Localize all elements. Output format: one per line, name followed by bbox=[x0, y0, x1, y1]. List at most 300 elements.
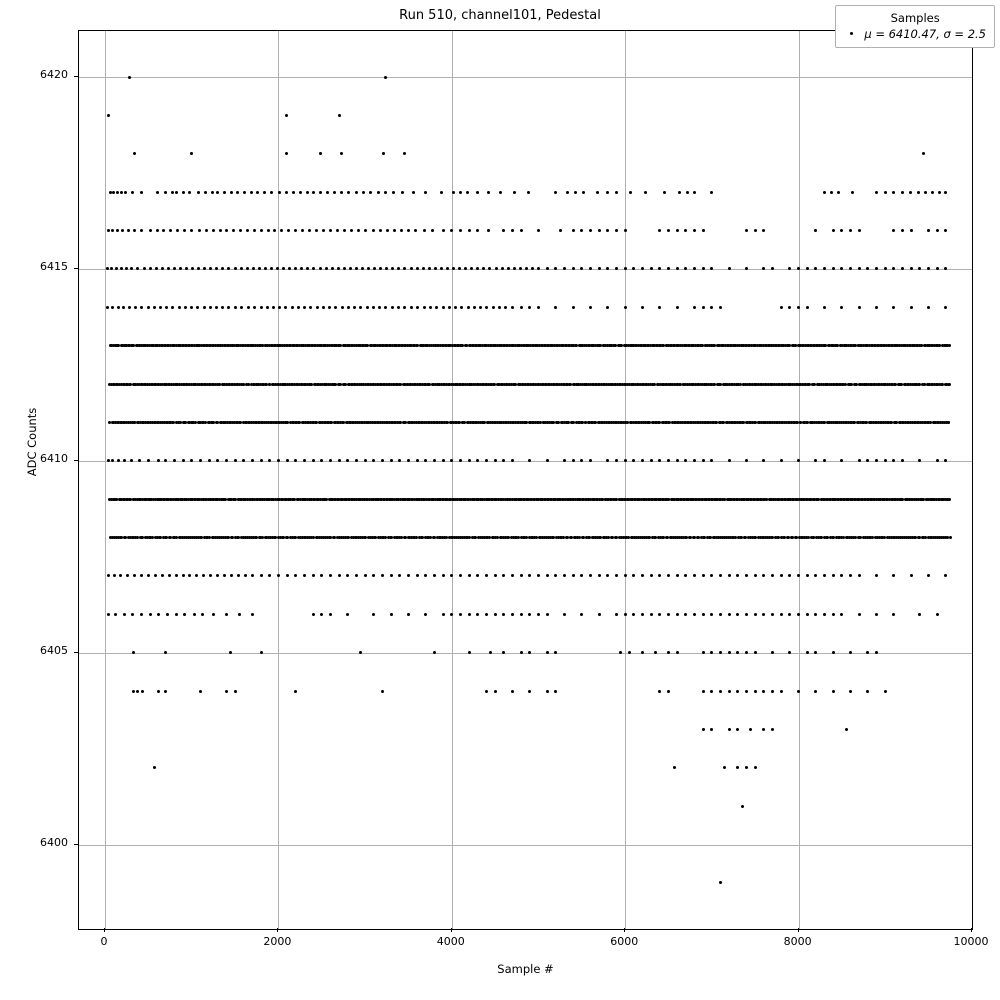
data-point bbox=[473, 306, 476, 309]
data-point bbox=[719, 613, 722, 616]
data-point bbox=[459, 229, 462, 232]
plot-area bbox=[78, 30, 973, 930]
data-point bbox=[156, 191, 159, 194]
gridline-vertical bbox=[625, 31, 626, 929]
data-point bbox=[188, 191, 191, 194]
gridline-vertical bbox=[972, 31, 973, 929]
data-point bbox=[537, 613, 540, 616]
data-point bbox=[106, 267, 109, 270]
data-point bbox=[176, 229, 179, 232]
data-point bbox=[116, 191, 119, 194]
data-point bbox=[280, 229, 283, 232]
data-point bbox=[830, 191, 833, 194]
data-point bbox=[797, 267, 800, 270]
data-point bbox=[507, 267, 510, 270]
data-point bbox=[858, 574, 861, 577]
data-point bbox=[268, 459, 271, 462]
data-point bbox=[260, 574, 263, 577]
data-point bbox=[252, 267, 255, 270]
data-point bbox=[624, 267, 627, 270]
data-point bbox=[407, 229, 410, 232]
data-point bbox=[693, 267, 696, 270]
data-point bbox=[654, 651, 657, 654]
data-point bbox=[294, 574, 297, 577]
data-point bbox=[702, 306, 705, 309]
data-point bbox=[944, 229, 947, 232]
data-point bbox=[124, 191, 127, 194]
data-point bbox=[840, 229, 843, 232]
data-point bbox=[710, 574, 713, 577]
data-point bbox=[598, 574, 601, 577]
data-point bbox=[157, 459, 160, 462]
data-point bbox=[520, 651, 523, 654]
data-point bbox=[328, 306, 331, 309]
data-point bbox=[927, 267, 930, 270]
data-point bbox=[546, 267, 549, 270]
data-point bbox=[676, 229, 679, 232]
data-point bbox=[225, 229, 228, 232]
data-point bbox=[527, 191, 530, 194]
data-point bbox=[273, 229, 276, 232]
data-point bbox=[132, 690, 135, 693]
data-point bbox=[892, 191, 895, 194]
data-point bbox=[476, 574, 479, 577]
data-point bbox=[858, 306, 861, 309]
data-point bbox=[119, 574, 122, 577]
data-point bbox=[346, 459, 349, 462]
data-point bbox=[423, 229, 426, 232]
data-point bbox=[267, 229, 270, 232]
data-point bbox=[350, 229, 353, 232]
data-point bbox=[123, 613, 126, 616]
data-point bbox=[931, 191, 934, 194]
data-point bbox=[349, 267, 352, 270]
data-point bbox=[175, 574, 178, 577]
data-point bbox=[892, 229, 895, 232]
data-point bbox=[297, 306, 300, 309]
data-point bbox=[658, 459, 661, 462]
y-tick-mark bbox=[74, 460, 78, 461]
data-point bbox=[450, 613, 453, 616]
data-point bbox=[412, 191, 415, 194]
data-point bbox=[107, 459, 110, 462]
data-point bbox=[132, 651, 135, 654]
data-point bbox=[247, 306, 250, 309]
data-point bbox=[797, 690, 800, 693]
data-point bbox=[676, 574, 679, 577]
data-point bbox=[485, 613, 488, 616]
data-point bbox=[884, 459, 887, 462]
data-point bbox=[122, 306, 125, 309]
data-point bbox=[589, 574, 592, 577]
data-point bbox=[702, 267, 705, 270]
data-point bbox=[182, 459, 185, 462]
data-point bbox=[762, 459, 765, 462]
data-point bbox=[948, 498, 951, 501]
data-point bbox=[133, 574, 136, 577]
data-point bbox=[788, 306, 791, 309]
data-point bbox=[615, 459, 618, 462]
data-point bbox=[260, 651, 263, 654]
data-point bbox=[117, 459, 120, 462]
data-point bbox=[723, 766, 726, 769]
data-point bbox=[606, 229, 609, 232]
data-point bbox=[198, 229, 201, 232]
data-point bbox=[355, 191, 358, 194]
data-point bbox=[209, 267, 212, 270]
data-point bbox=[858, 613, 861, 616]
data-point bbox=[391, 267, 394, 270]
legend-entry bbox=[844, 27, 986, 41]
data-point bbox=[814, 613, 817, 616]
data-point bbox=[499, 191, 502, 194]
x-tick-label: 8000 bbox=[783, 935, 812, 948]
data-point bbox=[199, 459, 202, 462]
data-point bbox=[667, 651, 670, 654]
data-point bbox=[343, 267, 346, 270]
data-point bbox=[580, 229, 583, 232]
data-point bbox=[702, 690, 705, 693]
data-point bbox=[416, 267, 419, 270]
data-point bbox=[485, 574, 488, 577]
data-point bbox=[927, 574, 930, 577]
data-point bbox=[487, 191, 490, 194]
data-point bbox=[258, 267, 261, 270]
data-point bbox=[149, 267, 152, 270]
data-point bbox=[892, 306, 895, 309]
y-tick-label: 6410 bbox=[40, 451, 68, 465]
data-point bbox=[546, 613, 549, 616]
data-point bbox=[285, 191, 288, 194]
data-point bbox=[762, 690, 765, 693]
data-point bbox=[858, 459, 861, 462]
data-point bbox=[823, 459, 826, 462]
data-point bbox=[823, 574, 826, 577]
data-point bbox=[686, 191, 689, 194]
data-point bbox=[949, 536, 952, 539]
data-point bbox=[459, 574, 462, 577]
data-point bbox=[341, 306, 344, 309]
data-point bbox=[114, 613, 117, 616]
data-point bbox=[580, 267, 583, 270]
data-point bbox=[338, 459, 341, 462]
data-point bbox=[294, 267, 297, 270]
data-point bbox=[771, 574, 774, 577]
data-point bbox=[596, 191, 599, 194]
data-point bbox=[347, 306, 350, 309]
data-point bbox=[183, 613, 186, 616]
gridline-horizontal bbox=[79, 845, 972, 846]
data-point bbox=[121, 229, 124, 232]
data-point bbox=[136, 690, 139, 693]
data-point bbox=[814, 574, 817, 577]
data-point bbox=[858, 267, 861, 270]
data-point bbox=[372, 613, 375, 616]
data-point bbox=[251, 574, 254, 577]
data-point bbox=[467, 306, 470, 309]
data-point bbox=[429, 306, 432, 309]
data-point bbox=[598, 229, 601, 232]
data-point bbox=[494, 613, 497, 616]
data-point bbox=[589, 306, 592, 309]
data-point bbox=[667, 229, 670, 232]
data-point bbox=[468, 651, 471, 654]
data-point bbox=[615, 574, 618, 577]
x-tick-label: 0 bbox=[100, 935, 108, 948]
data-point bbox=[199, 690, 202, 693]
data-point bbox=[215, 267, 218, 270]
data-point bbox=[284, 306, 287, 309]
data-point bbox=[366, 306, 369, 309]
data-point bbox=[693, 306, 696, 309]
data-point bbox=[832, 574, 835, 577]
data-point bbox=[171, 191, 174, 194]
data-point bbox=[120, 267, 123, 270]
data-point bbox=[435, 306, 438, 309]
legend-marker-dot-icon bbox=[844, 29, 858, 39]
data-point bbox=[719, 881, 722, 884]
data-point bbox=[361, 267, 364, 270]
data-point bbox=[745, 613, 748, 616]
data-point bbox=[303, 306, 306, 309]
data-point bbox=[149, 229, 152, 232]
data-point bbox=[702, 574, 705, 577]
data-point bbox=[364, 459, 367, 462]
data-point bbox=[250, 191, 253, 194]
data-point bbox=[464, 267, 467, 270]
data-point bbox=[326, 191, 329, 194]
data-point bbox=[832, 651, 835, 654]
data-point bbox=[401, 191, 404, 194]
data-point bbox=[434, 267, 437, 270]
data-point bbox=[537, 574, 540, 577]
x-tick-label: 4000 bbox=[436, 935, 465, 948]
data-point bbox=[504, 306, 507, 309]
data-point bbox=[107, 229, 110, 232]
data-point bbox=[501, 267, 504, 270]
data-point bbox=[572, 574, 575, 577]
data-point bbox=[788, 613, 791, 616]
data-point bbox=[147, 459, 150, 462]
data-point bbox=[164, 191, 167, 194]
data-point bbox=[492, 306, 495, 309]
data-point bbox=[615, 229, 618, 232]
data-point bbox=[719, 690, 722, 693]
data-point bbox=[884, 267, 887, 270]
data-point bbox=[212, 613, 215, 616]
data-point bbox=[320, 613, 323, 616]
data-point bbox=[113, 574, 116, 577]
data-point bbox=[606, 306, 609, 309]
data-point bbox=[494, 574, 497, 577]
data-point bbox=[658, 229, 661, 232]
data-point bbox=[909, 191, 912, 194]
data-point bbox=[702, 229, 705, 232]
data-point bbox=[301, 229, 304, 232]
data-point bbox=[676, 306, 679, 309]
data-point bbox=[431, 229, 434, 232]
data-point bbox=[319, 267, 322, 270]
data-point bbox=[667, 613, 670, 616]
data-point bbox=[554, 690, 557, 693]
data-point bbox=[117, 306, 120, 309]
data-point bbox=[910, 306, 913, 309]
data-point bbox=[378, 306, 381, 309]
data-point bbox=[175, 613, 178, 616]
data-point bbox=[771, 651, 774, 654]
data-point bbox=[153, 766, 156, 769]
data-point bbox=[357, 229, 360, 232]
data-point bbox=[196, 306, 199, 309]
data-point bbox=[936, 613, 939, 616]
data-point bbox=[745, 574, 748, 577]
data-point bbox=[140, 191, 143, 194]
data-point bbox=[650, 574, 653, 577]
data-point bbox=[161, 574, 164, 577]
data-point bbox=[502, 459, 505, 462]
data-point bbox=[343, 229, 346, 232]
data-point bbox=[528, 651, 531, 654]
data-point bbox=[442, 613, 445, 616]
data-point bbox=[754, 574, 757, 577]
data-point bbox=[559, 229, 562, 232]
data-point bbox=[866, 690, 869, 693]
x-tick-label: 10000 bbox=[953, 935, 989, 948]
data-point bbox=[531, 267, 534, 270]
data-point bbox=[225, 459, 228, 462]
data-point bbox=[762, 229, 765, 232]
data-point bbox=[107, 114, 110, 117]
data-point bbox=[554, 306, 557, 309]
data-point bbox=[390, 459, 393, 462]
data-point bbox=[479, 306, 482, 309]
data-point bbox=[771, 690, 774, 693]
data-point bbox=[452, 267, 455, 270]
data-point bbox=[397, 306, 400, 309]
data-point bbox=[832, 267, 835, 270]
data-point bbox=[849, 651, 852, 654]
data-point bbox=[130, 267, 133, 270]
data-point bbox=[278, 191, 281, 194]
data-point bbox=[502, 651, 505, 654]
data-point bbox=[266, 306, 269, 309]
data-point bbox=[422, 267, 425, 270]
data-point bbox=[448, 306, 451, 309]
data-point bbox=[823, 306, 826, 309]
data-point bbox=[184, 306, 187, 309]
data-point bbox=[511, 613, 514, 616]
data-point bbox=[130, 459, 133, 462]
data-point bbox=[719, 651, 722, 654]
data-point bbox=[414, 229, 417, 232]
data-point bbox=[736, 651, 739, 654]
data-point bbox=[125, 267, 128, 270]
data-point bbox=[173, 267, 176, 270]
data-point bbox=[875, 191, 878, 194]
data-point bbox=[179, 267, 182, 270]
data-point bbox=[875, 306, 878, 309]
data-point bbox=[901, 459, 904, 462]
data-point bbox=[256, 191, 259, 194]
data-point bbox=[369, 191, 372, 194]
data-point bbox=[173, 459, 176, 462]
data-point bbox=[482, 267, 485, 270]
x-tick-label: 6000 bbox=[610, 935, 639, 948]
data-point bbox=[372, 229, 375, 232]
data-point bbox=[191, 267, 194, 270]
data-point bbox=[407, 574, 410, 577]
data-point bbox=[693, 574, 696, 577]
data-point bbox=[519, 267, 522, 270]
data-point bbox=[528, 306, 531, 309]
data-point bbox=[780, 690, 783, 693]
data-point bbox=[169, 229, 172, 232]
data-point bbox=[528, 574, 531, 577]
data-point bbox=[823, 191, 826, 194]
data-point bbox=[234, 267, 237, 270]
data-point bbox=[632, 613, 635, 616]
data-point bbox=[131, 613, 134, 616]
data-point bbox=[580, 613, 583, 616]
data-point bbox=[161, 267, 164, 270]
data-point bbox=[359, 651, 362, 654]
data-point bbox=[927, 229, 930, 232]
data-point bbox=[190, 306, 193, 309]
data-point bbox=[338, 574, 341, 577]
data-point bbox=[537, 267, 540, 270]
data-point bbox=[910, 267, 913, 270]
y-tick-mark bbox=[74, 652, 78, 653]
data-point bbox=[710, 306, 713, 309]
data-point bbox=[384, 306, 387, 309]
data-point bbox=[263, 191, 266, 194]
data-point bbox=[644, 191, 647, 194]
data-point bbox=[498, 306, 501, 309]
data-point bbox=[353, 306, 356, 309]
data-point bbox=[580, 574, 583, 577]
data-point bbox=[229, 651, 232, 654]
data-point bbox=[641, 613, 644, 616]
data-point bbox=[511, 574, 514, 577]
data-point bbox=[511, 306, 514, 309]
data-point bbox=[424, 191, 427, 194]
data-point bbox=[334, 306, 337, 309]
data-point bbox=[840, 613, 843, 616]
data-point bbox=[851, 191, 854, 194]
data-point bbox=[537, 229, 540, 232]
data-point bbox=[511, 229, 514, 232]
data-point bbox=[780, 306, 783, 309]
data-point bbox=[684, 459, 687, 462]
data-point bbox=[470, 267, 473, 270]
data-point bbox=[676, 267, 679, 270]
data-point bbox=[606, 574, 609, 577]
data-point bbox=[272, 306, 275, 309]
data-point bbox=[814, 690, 817, 693]
data-point bbox=[291, 306, 294, 309]
data-point bbox=[511, 459, 514, 462]
data-point bbox=[385, 267, 388, 270]
data-point bbox=[303, 574, 306, 577]
data-point bbox=[641, 651, 644, 654]
data-point bbox=[128, 76, 131, 79]
data-point bbox=[814, 229, 817, 232]
data-point bbox=[728, 574, 731, 577]
data-point bbox=[944, 306, 947, 309]
data-point bbox=[242, 459, 245, 462]
data-point bbox=[277, 574, 280, 577]
data-point bbox=[678, 191, 681, 194]
